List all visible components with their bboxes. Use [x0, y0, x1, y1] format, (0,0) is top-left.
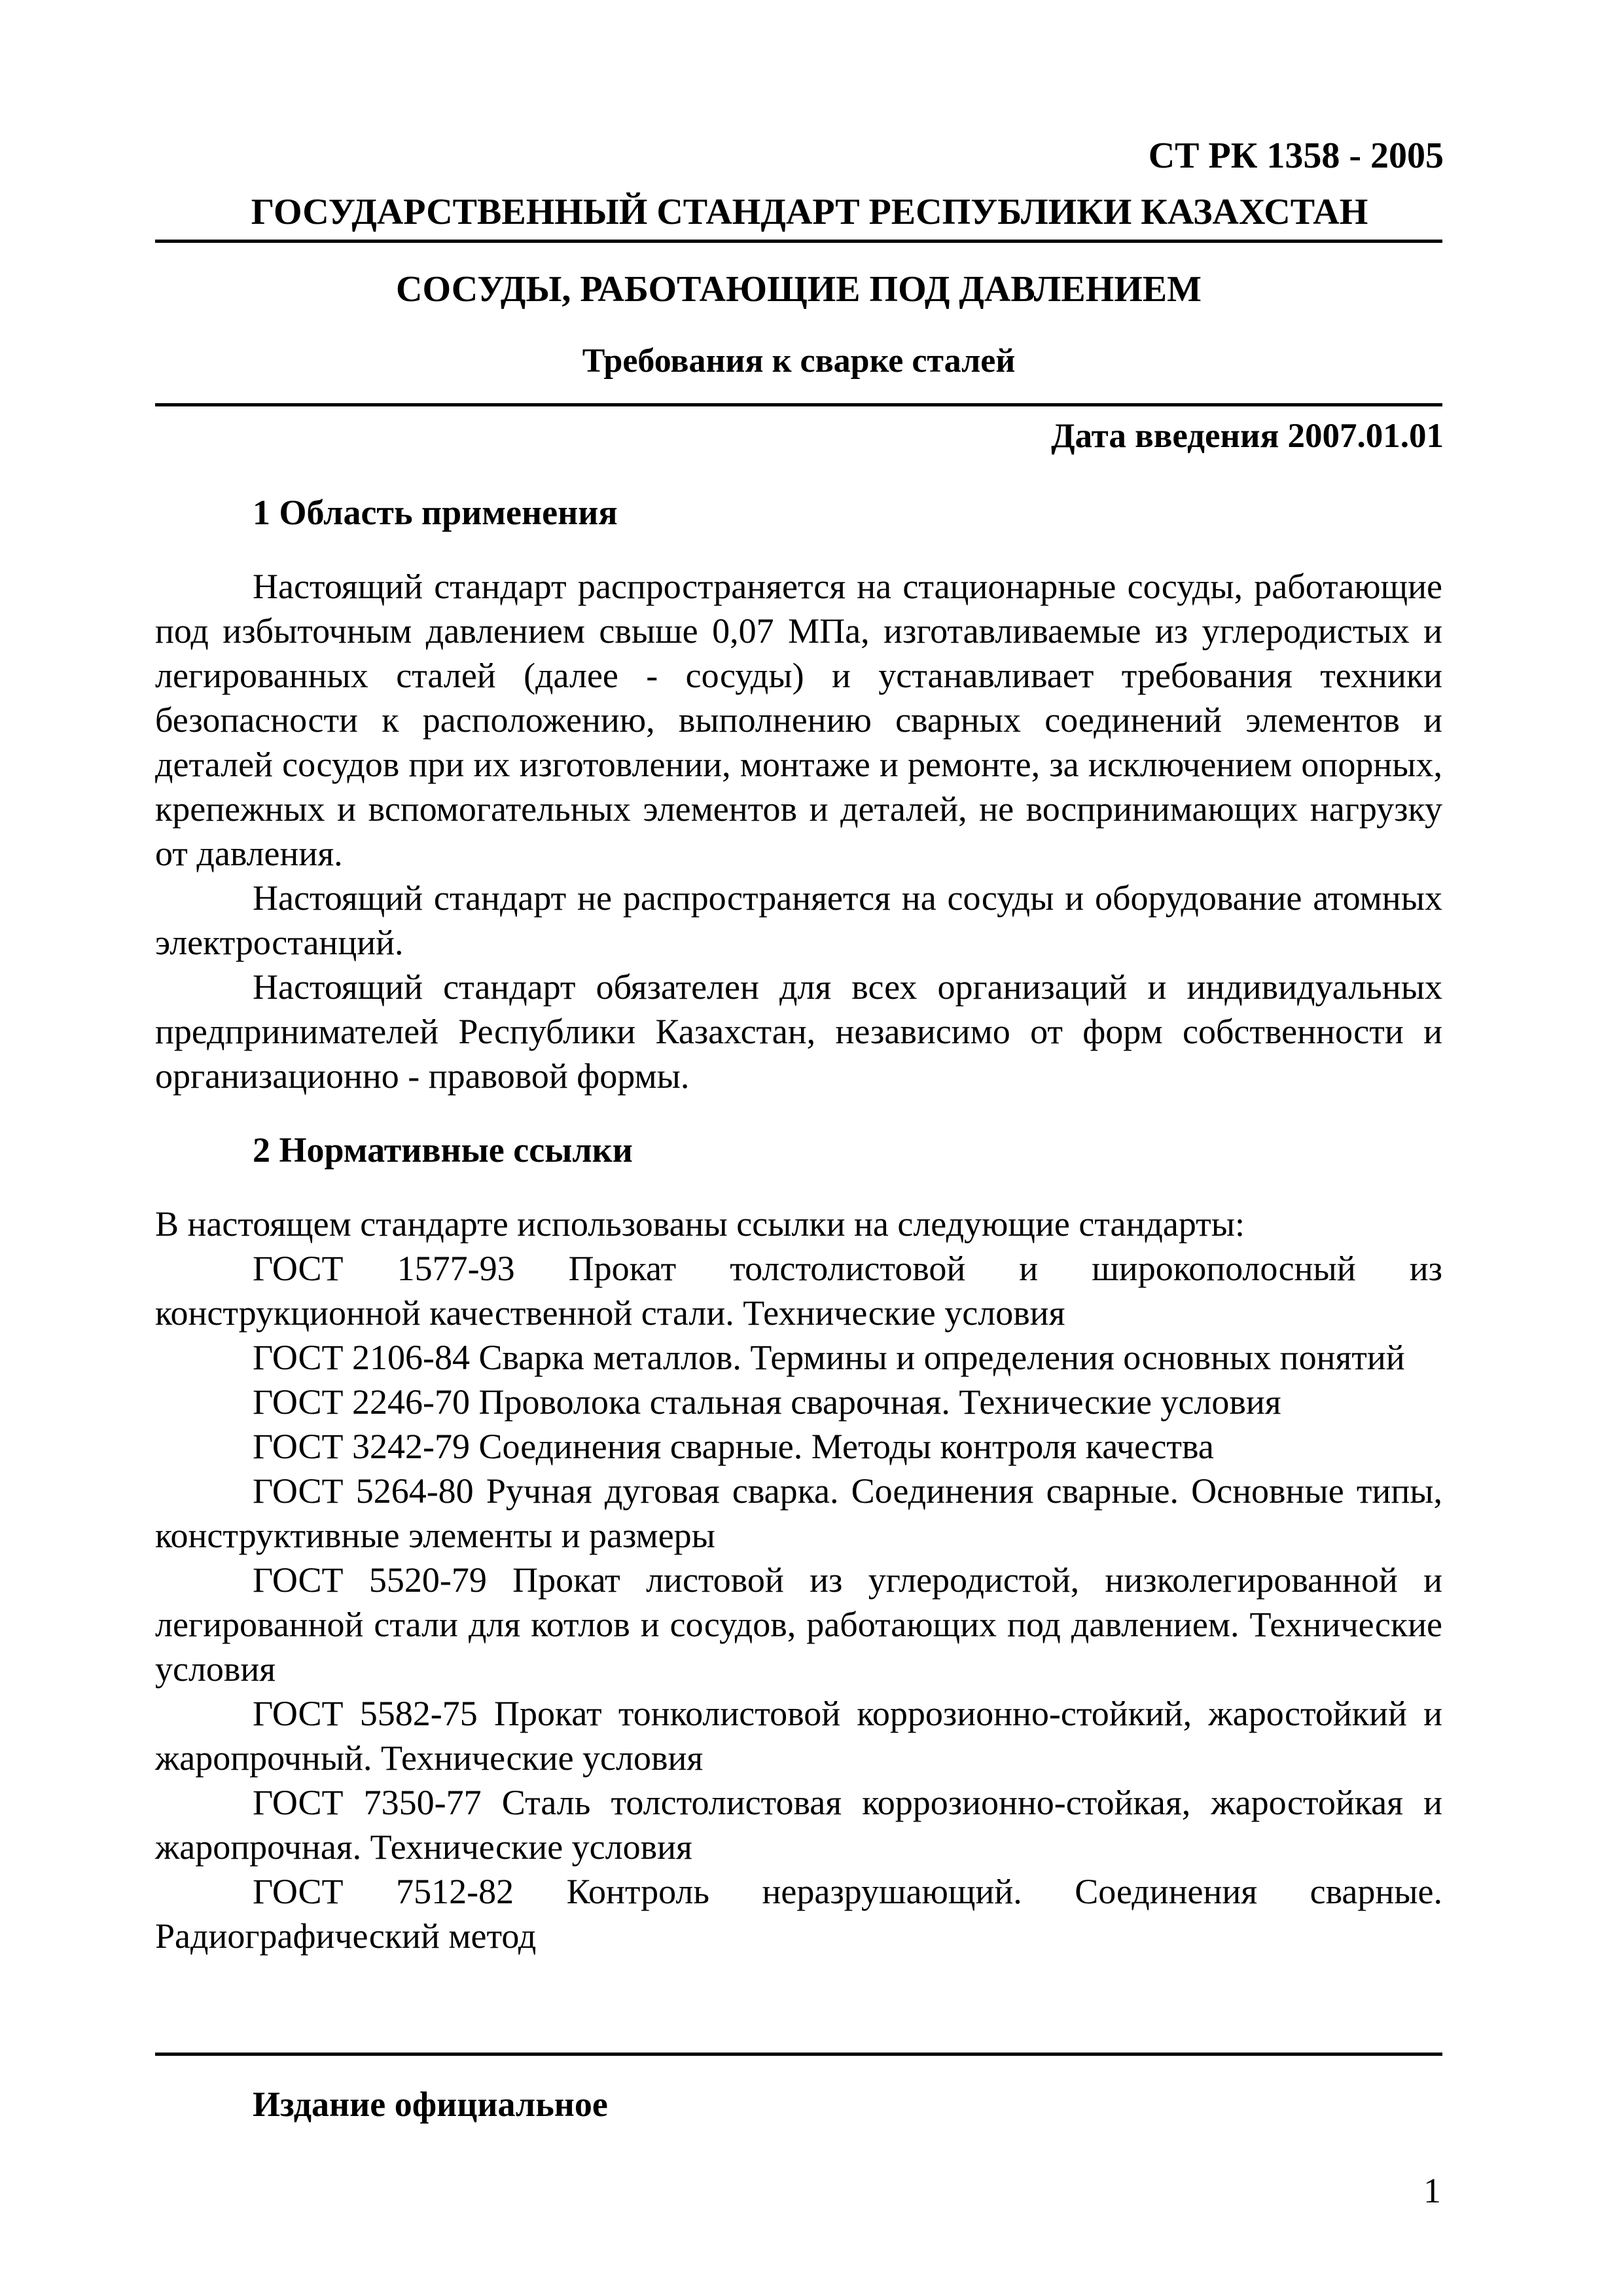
- reference-item: ГОСТ 5520-79 Прокат листовой из углеродистой, низколегированной и легированной стали для котлов и сосудов, работающих под давлением. Технические условия: [155, 1560, 1442, 1689]
- edition-label: Издание официальное: [253, 2085, 608, 2124]
- reference-item: ГОСТ 7350-77 Сталь толстолистовая коррозионно-стойкая, жаростойкая и жаропрочная. Технические условия: [155, 1783, 1442, 1867]
- document-title: СОСУДЫ, РАБОТАЮЩИЕ ПОД ДАВЛЕНИЕМ: [396, 269, 1202, 310]
- introduction-date: Дата введения 2007.01.01: [1051, 417, 1444, 455]
- reference-item: ГОСТ 2246-70 Проволока стальная сварочная. Технические условия: [253, 1382, 1281, 1422]
- reference-item: ГОСТ 5582-75 Прокат тонколистовой коррозионно-стойкий, жаростойкий и жаропрочный. Технические условия: [155, 1694, 1442, 1778]
- section-1-body: [155, 564, 1442, 1098]
- reference-item: ГОСТ 7512-82 Контроль неразрушающий. Соединения сварные. Радиографический метод: [155, 1872, 1442, 1956]
- reference-item: ГОСТ 2106-84 Сварка металлов. Термины и определения основных понятий: [253, 1338, 1405, 1377]
- organization-title: ГОСУДАРСТВЕННЫЙ СТАНДАРТ РЕСПУБЛИКИ КАЗАХСТАН: [251, 192, 1368, 232]
- document-code: СТ РК 1358 - 2005: [1148, 135, 1444, 176]
- reference-item: ГОСТ 1577-93 Прокат толстолистовой и широкополосный из конструкционной качественной стали. Технические условия: [155, 1249, 1442, 1333]
- section-1-paragraph: Настоящий стандарт обязателен для всех организаций и индивидуальных предпринимателей Республики Казахстан, независимо от форм собственности и организационно - правовой формы.: [155, 967, 1442, 1096]
- reference-item: ГОСТ 5264-80 Ручная дуговая сварка. Соединения сварные. Основные типы, конструктивные элементы и размеры: [155, 1471, 1442, 1555]
- section-2-heading: 2 Нормативные ссылки: [253, 1130, 633, 1170]
- document-subtitle: Требования к сварке сталей: [582, 342, 1016, 380]
- reference-item: ГОСТ 3242-79 Соединения сварные. Методы контроля качества: [253, 1427, 1214, 1466]
- title-divider: [155, 403, 1442, 406]
- section-1-heading: 1 Область применения: [253, 493, 618, 532]
- page-number: 1: [1423, 2171, 1441, 2210]
- section-1-paragraph: Настоящий стандарт распространяется на стационарные сосуды, работающие под избыточным давлением свыше 0,07 МПа, изготавливаемые из углеродистых и легированных сталей (далее - сосуды) и устанавливает требования техники безопасности к расположению, выполнению сварных соединений элементов и деталей сосудов при их изготовлении, монтаже и ремонте, за исключением опорных, крепежных и вспомогательных элементов и деталей, не воспринимающих нагрузку от давления.: [155, 567, 1442, 873]
- header-divider: [155, 240, 1442, 243]
- section-2-body: [155, 1202, 1442, 1958]
- section-1-paragraph: Настоящий стандарт не распространяется на сосуды и оборудование атомных электростанций.: [155, 878, 1442, 962]
- section-2-intro: В настоящем стандарте использованы ссылки на следующие стандарты:: [155, 1204, 1245, 1244]
- footer-divider: [155, 2053, 1442, 2056]
